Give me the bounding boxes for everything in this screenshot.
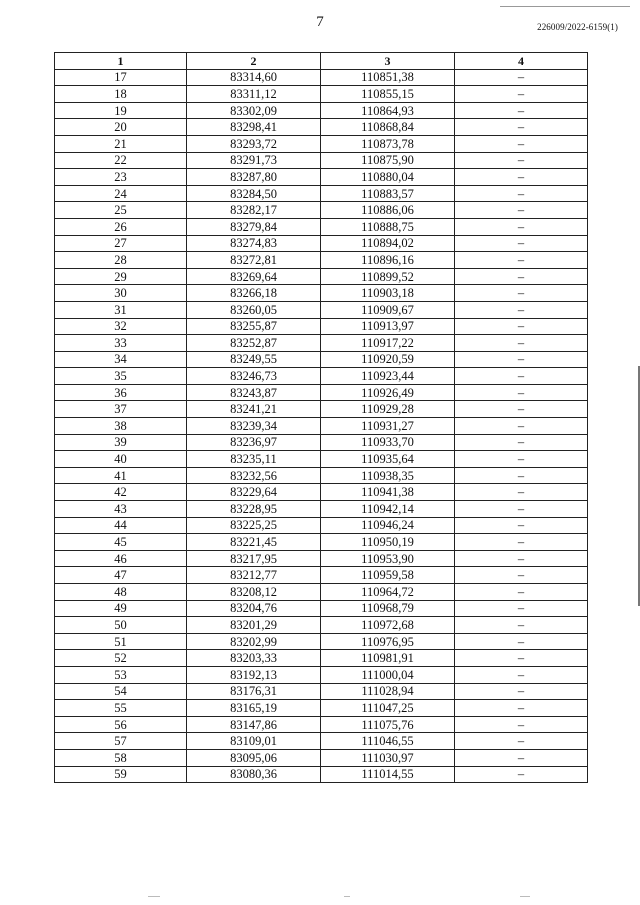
table-header-row <box>55 53 588 70</box>
table-cell-col-4 <box>455 766 588 783</box>
table-cell-col-3: 110896,16 <box>321 252 455 269</box>
table-cell-col-3: 111028,94 <box>321 683 455 700</box>
table-cell-col-2: 83217,95 <box>187 550 321 567</box>
dash-mark: – <box>517 335 525 350</box>
dash-mark: – <box>517 485 525 500</box>
table-cell-col-3: 110917,22 <box>321 335 455 352</box>
table-cell-col-1: 33 <box>55 335 187 352</box>
dash-mark: – <box>517 535 525 550</box>
table-cell-col-1: 50 <box>55 617 187 634</box>
dash-mark: – <box>517 136 525 151</box>
table-cell-col-4 <box>455 351 588 368</box>
table-cell-col-3: 110933,70 <box>321 434 455 451</box>
table-cell-col-1: 31 <box>55 301 187 318</box>
table-row <box>55 351 588 368</box>
table-cell-col-3: 110926,49 <box>321 384 455 401</box>
table-cell-col-3: 110923,44 <box>321 368 455 385</box>
table-cell-col-2: 83266,18 <box>187 285 321 302</box>
table-cell-col-1: 59 <box>55 766 187 783</box>
table-row <box>55 185 588 202</box>
table-cell-col-4 <box>455 567 588 584</box>
table-cell-col-4 <box>455 467 588 484</box>
table-cell-col-3: 110886,06 <box>321 202 455 219</box>
table-cell-col-2: 83176,31 <box>187 683 321 700</box>
table-cell-col-2: 83255,87 <box>187 318 321 335</box>
table-cell-col-4 <box>455 301 588 318</box>
table-cell-col-4 <box>455 666 588 683</box>
table-cell-col-4 <box>455 135 588 152</box>
table-row <box>55 252 588 269</box>
table-cell-col-2: 83203,33 <box>187 650 321 667</box>
table-cell-col-2: 83225,25 <box>187 517 321 534</box>
table-cell-col-1: 38 <box>55 418 187 435</box>
table-cell-col-2: 83243,87 <box>187 384 321 401</box>
table-row <box>55 733 588 750</box>
table-cell-col-4 <box>455 501 588 518</box>
table-cell-col-1: 51 <box>55 633 187 650</box>
table-cell-col-2: 83202,99 <box>187 633 321 650</box>
table-row <box>55 69 588 86</box>
dash-mark: – <box>517 468 525 483</box>
table-cell-col-2: 83109,01 <box>187 733 321 750</box>
table-cell-col-1: 44 <box>55 517 187 534</box>
table-cell-col-4 <box>455 749 588 766</box>
table-row <box>55 633 588 650</box>
table-cell-col-4 <box>455 218 588 235</box>
table-row <box>55 268 588 285</box>
table-cell-col-2: 83212,77 <box>187 567 321 584</box>
dash-mark: – <box>517 501 525 516</box>
table-cell-col-2: 83165,19 <box>187 700 321 717</box>
table-row <box>55 534 588 551</box>
table-cell-col-3: 110903,18 <box>321 285 455 302</box>
table-cell-col-2: 83241,21 <box>187 401 321 418</box>
document-id: 226009/2022-6159(1) <box>537 22 618 32</box>
table-cell-col-1: 53 <box>55 666 187 683</box>
dash-mark: – <box>517 518 525 533</box>
table-row <box>55 550 588 567</box>
table-row <box>55 301 588 318</box>
table-cell-col-1: 36 <box>55 384 187 401</box>
table-cell-col-1: 24 <box>55 185 187 202</box>
header-col-4: 4 <box>455 53 588 70</box>
dash-mark: – <box>517 667 525 682</box>
table-cell-col-3: 111075,76 <box>321 716 455 733</box>
dash-mark: – <box>517 385 525 400</box>
table-cell-col-4 <box>455 119 588 136</box>
dash-mark: – <box>517 252 525 267</box>
dash-mark: – <box>517 286 525 301</box>
table-cell-col-2: 83192,13 <box>187 666 321 683</box>
table-cell-col-2: 83095,06 <box>187 749 321 766</box>
table-cell-col-3: 110880,04 <box>321 169 455 186</box>
table-cell-col-1: 55 <box>55 700 187 717</box>
table-cell-col-1: 54 <box>55 683 187 700</box>
table-cell-col-4 <box>455 451 588 468</box>
table-cell-col-1: 30 <box>55 285 187 302</box>
table-cell-col-4 <box>455 716 588 733</box>
table-row <box>55 451 588 468</box>
dash-mark: – <box>517 120 525 135</box>
table-row <box>55 202 588 219</box>
dash-mark: – <box>517 584 525 599</box>
table-cell-col-2: 83232,56 <box>187 467 321 484</box>
table-cell-col-2: 83252,87 <box>187 335 321 352</box>
table-cell-col-4 <box>455 285 588 302</box>
table-cell-col-1: 26 <box>55 218 187 235</box>
table-cell-col-1: 52 <box>55 650 187 667</box>
table-cell-col-3: 110929,28 <box>321 401 455 418</box>
dash-mark: – <box>517 236 525 251</box>
table-cell-col-3: 110909,67 <box>321 301 455 318</box>
table-row <box>55 235 588 252</box>
table-cell-col-4 <box>455 235 588 252</box>
dash-mark: – <box>517 169 525 184</box>
table-row <box>55 650 588 667</box>
table-row <box>55 666 588 683</box>
header-col-1: 1 <box>55 53 187 70</box>
dash-mark: – <box>517 402 525 417</box>
table-cell-col-1: 25 <box>55 202 187 219</box>
table-row <box>55 384 588 401</box>
table-cell-col-3: 110976,95 <box>321 633 455 650</box>
dash-mark: – <box>517 203 525 218</box>
table-row <box>55 766 588 783</box>
table-cell-col-4 <box>455 617 588 634</box>
table-cell-col-4 <box>455 335 588 352</box>
table-cell-col-3: 110899,52 <box>321 268 455 285</box>
table-cell-col-1: 41 <box>55 467 187 484</box>
table-cell-col-2: 83279,84 <box>187 218 321 235</box>
table-cell-col-3: 110883,57 <box>321 185 455 202</box>
table-cell-col-4 <box>455 102 588 119</box>
table-cell-col-4 <box>455 318 588 335</box>
table-cell-col-4 <box>455 185 588 202</box>
table-cell-col-3: 110953,90 <box>321 550 455 567</box>
table-cell-col-4 <box>455 202 588 219</box>
table-cell-col-3: 110942,14 <box>321 501 455 518</box>
table-cell-col-4 <box>455 683 588 700</box>
table-cell-col-3: 111014,55 <box>321 766 455 783</box>
table-cell-col-1: 48 <box>55 584 187 601</box>
table-row <box>55 749 588 766</box>
table-row <box>55 418 588 435</box>
table-cell-col-1: 43 <box>55 501 187 518</box>
dash-mark: – <box>517 750 525 765</box>
table-cell-col-3: 110946,24 <box>321 517 455 534</box>
table-cell-col-3: 110864,93 <box>321 102 455 119</box>
table-cell-col-1: 37 <box>55 401 187 418</box>
table-cell-col-2: 83239,34 <box>187 418 321 435</box>
table-cell-col-3: 110972,68 <box>321 617 455 634</box>
table-cell-col-4 <box>455 368 588 385</box>
table-cell-col-1: 49 <box>55 600 187 617</box>
table-row <box>55 152 588 169</box>
table-cell-col-1: 58 <box>55 749 187 766</box>
table-row <box>55 218 588 235</box>
table-cell-col-3: 110981,91 <box>321 650 455 667</box>
table-row <box>55 467 588 484</box>
table-cell-col-2: 83236,97 <box>187 434 321 451</box>
table-cell-col-2: 83080,36 <box>187 766 321 783</box>
table-cell-col-1: 34 <box>55 351 187 368</box>
table-cell-col-3: 110888,75 <box>321 218 455 235</box>
dash-mark: – <box>517 684 525 699</box>
table-cell-col-1: 18 <box>55 86 187 103</box>
table-cell-col-3: 110950,19 <box>321 534 455 551</box>
table-cell-col-4 <box>455 384 588 401</box>
table-row <box>55 401 588 418</box>
dash-mark: – <box>517 186 525 201</box>
table-row <box>55 119 588 136</box>
dash-mark: – <box>517 734 525 749</box>
table-cell-col-2: 83249,55 <box>187 351 321 368</box>
dash-mark: – <box>517 617 525 632</box>
dash-mark: – <box>517 568 525 583</box>
table-row <box>55 716 588 733</box>
table-cell-col-3: 110851,38 <box>321 69 455 86</box>
table-row <box>55 102 588 119</box>
table-row <box>55 683 588 700</box>
table-cell-col-3: 110875,90 <box>321 152 455 169</box>
table-cell-col-4 <box>455 550 588 567</box>
table-cell-col-4 <box>455 252 588 269</box>
table-cell-col-1: 19 <box>55 102 187 119</box>
table-row <box>55 517 588 534</box>
table-row <box>55 368 588 385</box>
dash-mark: – <box>517 319 525 334</box>
dash-mark: – <box>517 700 525 715</box>
table-cell-col-1: 28 <box>55 252 187 269</box>
table-cell-col-2: 83246,73 <box>187 368 321 385</box>
table-cell-col-3: 110964,72 <box>321 584 455 601</box>
dash-mark: – <box>517 634 525 649</box>
table-cell-col-2: 83208,12 <box>187 584 321 601</box>
table-cell-col-4 <box>455 600 588 617</box>
table-cell-col-1: 56 <box>55 716 187 733</box>
table-row <box>55 135 588 152</box>
dash-mark: – <box>517 352 525 367</box>
table-row <box>55 169 588 186</box>
table-cell-col-2: 83204,76 <box>187 600 321 617</box>
table-cell-col-3: 110931,27 <box>321 418 455 435</box>
table-cell-col-1: 32 <box>55 318 187 335</box>
table-cell-col-2: 83287,80 <box>187 169 321 186</box>
table-row <box>55 501 588 518</box>
dash-mark: – <box>517 269 525 284</box>
table-cell-col-2: 83201,29 <box>187 617 321 634</box>
dash-mark: – <box>517 103 525 118</box>
dash-mark: – <box>517 551 525 566</box>
table-cell-col-2: 83274,83 <box>187 235 321 252</box>
table-cell-col-1: 17 <box>55 69 187 86</box>
table-cell-col-4 <box>455 584 588 601</box>
table-cell-col-1: 35 <box>55 368 187 385</box>
table-cell-col-3: 110935,64 <box>321 451 455 468</box>
dash-mark: – <box>517 418 525 433</box>
header-col-2: 2 <box>187 53 321 70</box>
table-cell-col-2: 83235,11 <box>187 451 321 468</box>
table-cell-col-2: 83298,41 <box>187 119 321 136</box>
table-row <box>55 86 588 103</box>
table-cell-col-1: 45 <box>55 534 187 551</box>
table-cell-col-4 <box>455 517 588 534</box>
table-cell-col-4 <box>455 152 588 169</box>
table-row <box>55 584 588 601</box>
table-cell-col-1: 57 <box>55 733 187 750</box>
table-cell-col-3: 110855,15 <box>321 86 455 103</box>
table-cell-col-2: 83228,95 <box>187 501 321 518</box>
table-cell-col-2: 83282,17 <box>187 202 321 219</box>
dash-mark: – <box>517 767 525 782</box>
dash-mark: – <box>517 651 525 666</box>
table-cell-col-4 <box>455 534 588 551</box>
table-cell-col-1: 39 <box>55 434 187 451</box>
table-cell-col-3: 110873,78 <box>321 135 455 152</box>
table-cell-col-1: 40 <box>55 451 187 468</box>
table-cell-col-3: 110959,58 <box>321 567 455 584</box>
table-cell-col-3: 110968,79 <box>321 600 455 617</box>
table-cell-col-1: 22 <box>55 152 187 169</box>
table-cell-col-4 <box>455 633 588 650</box>
dash-mark: – <box>517 435 525 450</box>
table-cell-col-3: 110913,97 <box>321 318 455 335</box>
table-cell-col-4 <box>455 86 588 103</box>
dash-mark: – <box>517 452 525 467</box>
table-cell-col-2: 83284,50 <box>187 185 321 202</box>
dash-mark: – <box>517 153 525 168</box>
table-cell-col-3: 110920,59 <box>321 351 455 368</box>
table-cell-col-2: 83272,81 <box>187 252 321 269</box>
dash-mark: – <box>517 717 525 732</box>
table-cell-col-2: 83293,72 <box>187 135 321 152</box>
footer-marks <box>0 896 640 902</box>
dash-mark: – <box>517 219 525 234</box>
top-rule <box>500 6 630 7</box>
table-cell-col-3: 110894,02 <box>321 235 455 252</box>
table-cell-col-2: 83314,60 <box>187 69 321 86</box>
dash-mark: – <box>517 302 525 317</box>
table-cell-col-3: 111030,97 <box>321 749 455 766</box>
table-cell-col-4 <box>455 169 588 186</box>
table-row <box>55 600 588 617</box>
page-number: 7 <box>316 14 324 30</box>
table-cell-col-2: 83229,64 <box>187 484 321 501</box>
table-cell-col-2: 83269,64 <box>187 268 321 285</box>
table-cell-col-3: 111047,25 <box>321 700 455 717</box>
table-cell-col-3: 111000,04 <box>321 666 455 683</box>
table-cell-col-4 <box>455 650 588 667</box>
table-row <box>55 285 588 302</box>
table-row <box>55 434 588 451</box>
table-cell-col-3: 111046,55 <box>321 733 455 750</box>
dash-mark: – <box>517 369 525 384</box>
table-cell-col-4 <box>455 401 588 418</box>
dash-mark: – <box>517 601 525 616</box>
table-cell-col-2: 83221,45 <box>187 534 321 551</box>
table-cell-col-1: 23 <box>55 169 187 186</box>
table-cell-col-2: 83291,73 <box>187 152 321 169</box>
table-cell-col-3: 110941,38 <box>321 484 455 501</box>
table-cell-col-2: 83260,05 <box>187 301 321 318</box>
table-cell-col-1: 27 <box>55 235 187 252</box>
table-cell-col-1: 47 <box>55 567 187 584</box>
table-cell-col-4 <box>455 484 588 501</box>
table-cell-col-2: 83147,86 <box>187 716 321 733</box>
table-cell-col-2: 83302,09 <box>187 102 321 119</box>
table-cell-col-3: 110868,84 <box>321 119 455 136</box>
table-cell-col-4 <box>455 268 588 285</box>
dash-mark: – <box>517 86 525 101</box>
coordinates-table <box>54 52 588 783</box>
table-cell-col-4 <box>455 434 588 451</box>
table-cell-col-4 <box>455 418 588 435</box>
table-row <box>55 484 588 501</box>
table-row <box>55 567 588 584</box>
table-cell-col-4 <box>455 733 588 750</box>
table-cell-col-4 <box>455 700 588 717</box>
table-row <box>55 700 588 717</box>
table-row <box>55 318 588 335</box>
header-col-3: 3 <box>321 53 455 70</box>
table-cell-col-4 <box>455 69 588 86</box>
table-cell-col-1: 21 <box>55 135 187 152</box>
dash-mark: – <box>517 70 525 85</box>
table-row <box>55 335 588 352</box>
table-cell-col-3: 110938,35 <box>321 467 455 484</box>
table-cell-col-1: 46 <box>55 550 187 567</box>
table-cell-col-1: 29 <box>55 268 187 285</box>
table-cell-col-2: 83311,12 <box>187 86 321 103</box>
table-cell-col-1: 42 <box>55 484 187 501</box>
table-body <box>55 69 588 783</box>
table-row <box>55 617 588 634</box>
table-cell-col-1: 20 <box>55 119 187 136</box>
